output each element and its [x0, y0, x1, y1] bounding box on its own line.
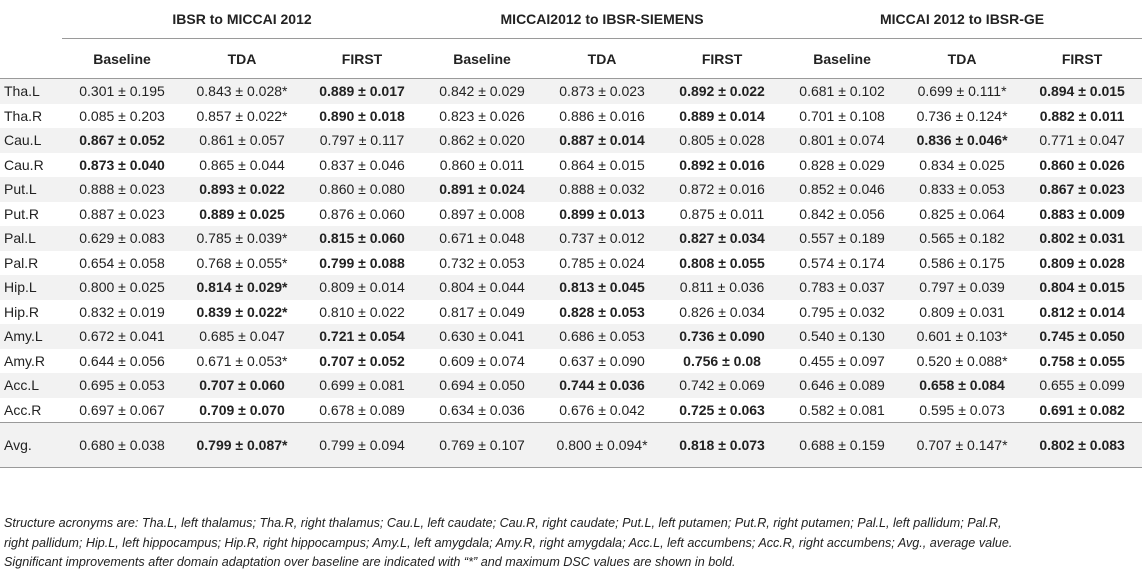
structure-label: Cau.R — [0, 153, 62, 178]
group-header-row — [0, 0, 1142, 39]
table-row — [0, 202, 1142, 227]
dsc-value-cell: 0.800 ± 0.025 — [62, 275, 182, 300]
dsc-value-cell: 0.737 ± 0.012 — [542, 226, 662, 251]
dsc-value-cell: 0.823 ± 0.026 — [422, 104, 542, 129]
dsc-value-cell: 0.745 ± 0.050 — [1022, 324, 1142, 349]
dsc-value-cell: 0.894 ± 0.015 — [1022, 79, 1142, 104]
dsc-value-cell: 0.736 ± 0.124* — [902, 104, 1022, 129]
dsc-value-cell: 0.811 ± 0.036 — [662, 275, 782, 300]
structure-label: Acc.L — [0, 373, 62, 398]
structure-label: Hip.L — [0, 275, 62, 300]
dsc-value-cell: 0.634 ± 0.036 — [422, 398, 542, 423]
dsc-value-cell: 0.825 ± 0.064 — [902, 202, 1022, 227]
table-row — [0, 104, 1142, 129]
dsc-value-cell: 0.701 ± 0.108 — [782, 104, 902, 129]
dsc-value-cell: 0.852 ± 0.046 — [782, 177, 902, 202]
method-header: Baseline — [62, 39, 182, 79]
dsc-value-cell: 0.785 ± 0.024 — [542, 251, 662, 276]
dsc-value-cell: 0.889 ± 0.025 — [182, 202, 302, 227]
dsc-value-cell: 0.595 ± 0.073 — [902, 398, 1022, 423]
dsc-value-cell: 0.873 ± 0.040 — [62, 153, 182, 178]
dsc-value-cell: 0.892 ± 0.022 — [662, 79, 782, 104]
structure-label: Acc.R — [0, 398, 62, 423]
dsc-value-cell: 0.681 ± 0.102 — [782, 79, 902, 104]
dsc-value-cell: 0.694 ± 0.050 — [422, 373, 542, 398]
dsc-value-cell: 0.812 ± 0.014 — [1022, 300, 1142, 325]
dsc-value-cell: 0.862 ± 0.020 — [422, 128, 542, 153]
dsc-value-cell: 0.699 ± 0.111* — [902, 79, 1022, 104]
dsc-value-cell: 0.817 ± 0.049 — [422, 300, 542, 325]
dsc-value-cell: 0.758 ± 0.055 — [1022, 349, 1142, 374]
dsc-value-cell: 0.833 ± 0.053 — [902, 177, 1022, 202]
dsc-value-cell: 0.860 ± 0.080 — [302, 177, 422, 202]
dsc-value-cell: 0.860 ± 0.011 — [422, 153, 542, 178]
dsc-value-cell: 0.586 ± 0.175 — [902, 251, 1022, 276]
dsc-value-cell: 0.799 ± 0.088 — [302, 251, 422, 276]
dsc-value-cell: 0.864 ± 0.015 — [542, 153, 662, 178]
dsc-value-cell: 0.887 ± 0.023 — [62, 202, 182, 227]
dsc-value-cell: 0.839 ± 0.022* — [182, 300, 302, 325]
dsc-value-cell: 0.867 ± 0.023 — [1022, 177, 1142, 202]
dsc-value-cell: 0.827 ± 0.034 — [662, 226, 782, 251]
dsc-value-cell: 0.744 ± 0.036 — [542, 373, 662, 398]
dsc-value-cell: 0.872 ± 0.016 — [662, 177, 782, 202]
method-header: FIRST — [1022, 39, 1142, 79]
table-row — [0, 373, 1142, 398]
method-header: FIRST — [662, 39, 782, 79]
dsc-value-cell: 0.721 ± 0.054 — [302, 324, 422, 349]
footnote-line: Structure acronyms are: Tha.L, left thalamus; Tha.R, right thalamus; Cau.L, left caudate; Cau.R, right caudate; Put.L, left putamen; Put.R, right putamen; Pal.L, left pallidum; Pal.R, — [4, 516, 1002, 530]
dsc-value-cell: 0.725 ± 0.063 — [662, 398, 782, 423]
dsc-value-cell: 0.676 ± 0.042 — [542, 398, 662, 423]
dsc-value-cell: 0.540 ± 0.130 — [782, 324, 902, 349]
dsc-value-cell: 0.809 ± 0.031 — [902, 300, 1022, 325]
table-row — [0, 177, 1142, 202]
method-header: Baseline — [422, 39, 542, 79]
dsc-value-cell: 0.797 ± 0.039 — [902, 275, 1022, 300]
dsc-value-cell: 0.882 ± 0.011 — [1022, 104, 1142, 129]
table-row — [0, 153, 1142, 178]
method-header: Baseline — [782, 39, 902, 79]
dsc-value-cell: 0.805 ± 0.028 — [662, 128, 782, 153]
dsc-value-cell: 0.804 ± 0.044 — [422, 275, 542, 300]
dsc-value-cell: 0.768 ± 0.055* — [182, 251, 302, 276]
dsc-value-cell: 0.889 ± 0.014 — [662, 104, 782, 129]
structure-label: Tha.R — [0, 104, 62, 129]
dsc-value-cell: 0.867 ± 0.052 — [62, 128, 182, 153]
dsc-value-cell: 0.861 ± 0.057 — [182, 128, 302, 153]
dsc-value-cell: 0.799 ± 0.087* — [182, 423, 302, 468]
dsc-value-cell: 0.899 ± 0.013 — [542, 202, 662, 227]
dsc-value-cell: 0.686 ± 0.053 — [542, 324, 662, 349]
dsc-value-cell: 0.671 ± 0.053* — [182, 349, 302, 374]
dsc-value-cell: 0.834 ± 0.025 — [902, 153, 1022, 178]
dsc-value-cell: 0.695 ± 0.053 — [62, 373, 182, 398]
dsc-value-cell: 0.802 ± 0.031 — [1022, 226, 1142, 251]
dsc-value-cell: 0.892 ± 0.016 — [662, 153, 782, 178]
structure-label: Cau.L — [0, 128, 62, 153]
table-row — [0, 275, 1142, 300]
dsc-value-cell: 0.810 ± 0.022 — [302, 300, 422, 325]
dsc-value-cell: 0.815 ± 0.060 — [302, 226, 422, 251]
table-row — [0, 300, 1142, 325]
dsc-value-cell: 0.736 ± 0.090 — [662, 324, 782, 349]
dsc-value-cell: 0.828 ± 0.053 — [542, 300, 662, 325]
dsc-value-cell: 0.680 ± 0.038 — [62, 423, 182, 468]
dsc-value-cell: 0.707 ± 0.147* — [902, 423, 1022, 468]
dsc-value-cell: 0.644 ± 0.056 — [62, 349, 182, 374]
dsc-value-cell: 0.671 ± 0.048 — [422, 226, 542, 251]
average-row — [0, 423, 1142, 468]
dsc-value-cell: 0.756 ± 0.08 — [662, 349, 782, 374]
dsc-value-cell: 0.582 ± 0.081 — [782, 398, 902, 423]
dsc-value-cell: 0.691 ± 0.082 — [1022, 398, 1142, 423]
method-header-row — [0, 39, 1142, 79]
dsc-value-cell: 0.804 ± 0.015 — [1022, 275, 1142, 300]
dsc-value-cell: 0.520 ± 0.088* — [902, 349, 1022, 374]
dsc-value-cell: 0.301 ± 0.195 — [62, 79, 182, 104]
table-footnote — [4, 514, 1138, 573]
dsc-value-cell: 0.888 ± 0.032 — [542, 177, 662, 202]
dsc-value-cell: 0.574 ± 0.174 — [782, 251, 902, 276]
dsc-value-cell: 0.893 ± 0.022 — [182, 177, 302, 202]
structure-label: Amy.R — [0, 349, 62, 374]
dsc-value-cell: 0.836 ± 0.046* — [902, 128, 1022, 153]
dsc-value-cell: 0.732 ± 0.053 — [422, 251, 542, 276]
dsc-value-cell: 0.707 ± 0.052 — [302, 349, 422, 374]
dsc-value-cell: 0.085 ± 0.203 — [62, 104, 182, 129]
structure-label: Amy.L — [0, 324, 62, 349]
dsc-value-cell: 0.809 ± 0.028 — [1022, 251, 1142, 276]
dsc-value-cell: 0.769 ± 0.107 — [422, 423, 542, 468]
dsc-value-cell: 0.842 ± 0.056 — [782, 202, 902, 227]
dsc-value-cell: 0.818 ± 0.073 — [662, 423, 782, 468]
dsc-value-cell: 0.857 ± 0.022* — [182, 104, 302, 129]
structure-label: Hip.R — [0, 300, 62, 325]
dsc-value-cell: 0.808 ± 0.055 — [662, 251, 782, 276]
dsc-value-cell: 0.637 ± 0.090 — [542, 349, 662, 374]
dsc-value-cell: 0.832 ± 0.019 — [62, 300, 182, 325]
structure-label: Pal.L — [0, 226, 62, 251]
dsc-value-cell: 0.865 ± 0.044 — [182, 153, 302, 178]
dsc-value-cell: 0.813 ± 0.045 — [542, 275, 662, 300]
dsc-value-cell: 0.889 ± 0.017 — [302, 79, 422, 104]
dsc-value-cell: 0.557 ± 0.189 — [782, 226, 902, 251]
dsc-value-cell: 0.799 ± 0.094 — [302, 423, 422, 468]
dsc-value-cell: 0.876 ± 0.060 — [302, 202, 422, 227]
table-row — [0, 128, 1142, 153]
dsc-value-cell: 0.860 ± 0.026 — [1022, 153, 1142, 178]
dsc-value-cell: 0.697 ± 0.067 — [62, 398, 182, 423]
dsc-value-cell: 0.886 ± 0.016 — [542, 104, 662, 129]
dsc-value-cell: 0.678 ± 0.089 — [302, 398, 422, 423]
footnote-line: Significant improvements after domain adaptation over baseline are indicated with “*” and maximum DSC values are shown in bold. — [4, 555, 736, 569]
dsc-value-cell: 0.795 ± 0.032 — [782, 300, 902, 325]
dsc-value-cell: 0.842 ± 0.029 — [422, 79, 542, 104]
group-header-miccai-to-ibsr-ge: MICCAI 2012 to IBSR-GE — [782, 0, 1142, 39]
dsc-value-cell: 0.658 ± 0.084 — [902, 373, 1022, 398]
dsc-value-cell: 0.809 ± 0.014 — [302, 275, 422, 300]
footnote-line: right pallidum; Hip.L, left hippocampus; Hip.R, right hippocampus; Amy.L, left amygdala; Amy.R, right amygdala; Acc.L, left accumbens; Acc.R, right accumbens; Avg., average value. — [4, 535, 1013, 550]
dsc-value-cell: 0.646 ± 0.089 — [782, 373, 902, 398]
dsc-value-cell: 0.672 ± 0.041 — [62, 324, 182, 349]
table-row — [0, 251, 1142, 276]
dsc-value-cell: 0.888 ± 0.023 — [62, 177, 182, 202]
dsc-value-cell: 0.828 ± 0.029 — [782, 153, 902, 178]
dsc-value-cell: 0.771 ± 0.047 — [1022, 128, 1142, 153]
dsc-value-cell: 0.783 ± 0.037 — [782, 275, 902, 300]
dsc-value-cell: 0.742 ± 0.069 — [662, 373, 782, 398]
dsc-value-cell: 0.843 ± 0.028* — [182, 79, 302, 104]
dsc-value-cell: 0.875 ± 0.011 — [662, 202, 782, 227]
structure-label: Avg. — [0, 423, 62, 468]
dsc-value-cell: 0.699 ± 0.081 — [302, 373, 422, 398]
dsc-value-cell: 0.629 ± 0.083 — [62, 226, 182, 251]
group-header-miccai-to-ibsr-siemens: MICCAI2012 to IBSR-SIEMENS — [422, 0, 782, 39]
table-row — [0, 226, 1142, 251]
method-header: TDA — [542, 39, 662, 79]
structure-label: Pal.R — [0, 251, 62, 276]
dsc-value-cell: 0.601 ± 0.103* — [902, 324, 1022, 349]
dsc-value-cell: 0.826 ± 0.034 — [662, 300, 782, 325]
method-header: TDA — [182, 39, 302, 79]
dsc-value-cell: 0.873 ± 0.023 — [542, 79, 662, 104]
dsc-value-cell: 0.709 ± 0.070 — [182, 398, 302, 423]
dsc-value-cell: 0.837 ± 0.046 — [302, 153, 422, 178]
dsc-value-cell: 0.655 ± 0.099 — [1022, 373, 1142, 398]
dsc-value-cell: 0.814 ± 0.029* — [182, 275, 302, 300]
table-row — [0, 398, 1142, 423]
dsc-value-cell: 0.455 ± 0.097 — [782, 349, 902, 374]
dsc-value-cell: 0.800 ± 0.094* — [542, 423, 662, 468]
dsc-value-cell: 0.654 ± 0.058 — [62, 251, 182, 276]
table-row — [0, 349, 1142, 374]
dsc-value-cell: 0.891 ± 0.024 — [422, 177, 542, 202]
dsc-value-cell: 0.785 ± 0.039* — [182, 226, 302, 251]
dsc-value-cell: 0.883 ± 0.009 — [1022, 202, 1142, 227]
dsc-value-cell: 0.887 ± 0.014 — [542, 128, 662, 153]
row-label-header — [0, 39, 62, 79]
structure-label: Put.L — [0, 177, 62, 202]
structure-label: Put.R — [0, 202, 62, 227]
table-body — [0, 79, 1142, 468]
dsc-value-cell: 0.685 ± 0.047 — [182, 324, 302, 349]
dsc-value-cell: 0.890 ± 0.018 — [302, 104, 422, 129]
dsc-value-cell: 0.801 ± 0.074 — [782, 128, 902, 153]
table-row — [0, 79, 1142, 104]
method-header: FIRST — [302, 39, 422, 79]
dsc-value-cell: 0.897 ± 0.008 — [422, 202, 542, 227]
dsc-value-cell: 0.630 ± 0.041 — [422, 324, 542, 349]
dsc-value-cell: 0.609 ± 0.074 — [422, 349, 542, 374]
dsc-value-cell: 0.802 ± 0.083 — [1022, 423, 1142, 468]
group-header-ibsr-to-miccai: IBSR to MICCAI 2012 — [62, 0, 422, 39]
dsc-value-cell: 0.688 ± 0.159 — [782, 423, 902, 468]
corner-cell — [0, 0, 62, 39]
method-header: TDA — [902, 39, 1022, 79]
dsc-value-cell: 0.797 ± 0.117 — [302, 128, 422, 153]
structure-label: Tha.L — [0, 79, 62, 104]
dsc-value-cell: 0.707 ± 0.060 — [182, 373, 302, 398]
table-row — [0, 324, 1142, 349]
dsc-value-cell: 0.565 ± 0.182 — [902, 226, 1022, 251]
